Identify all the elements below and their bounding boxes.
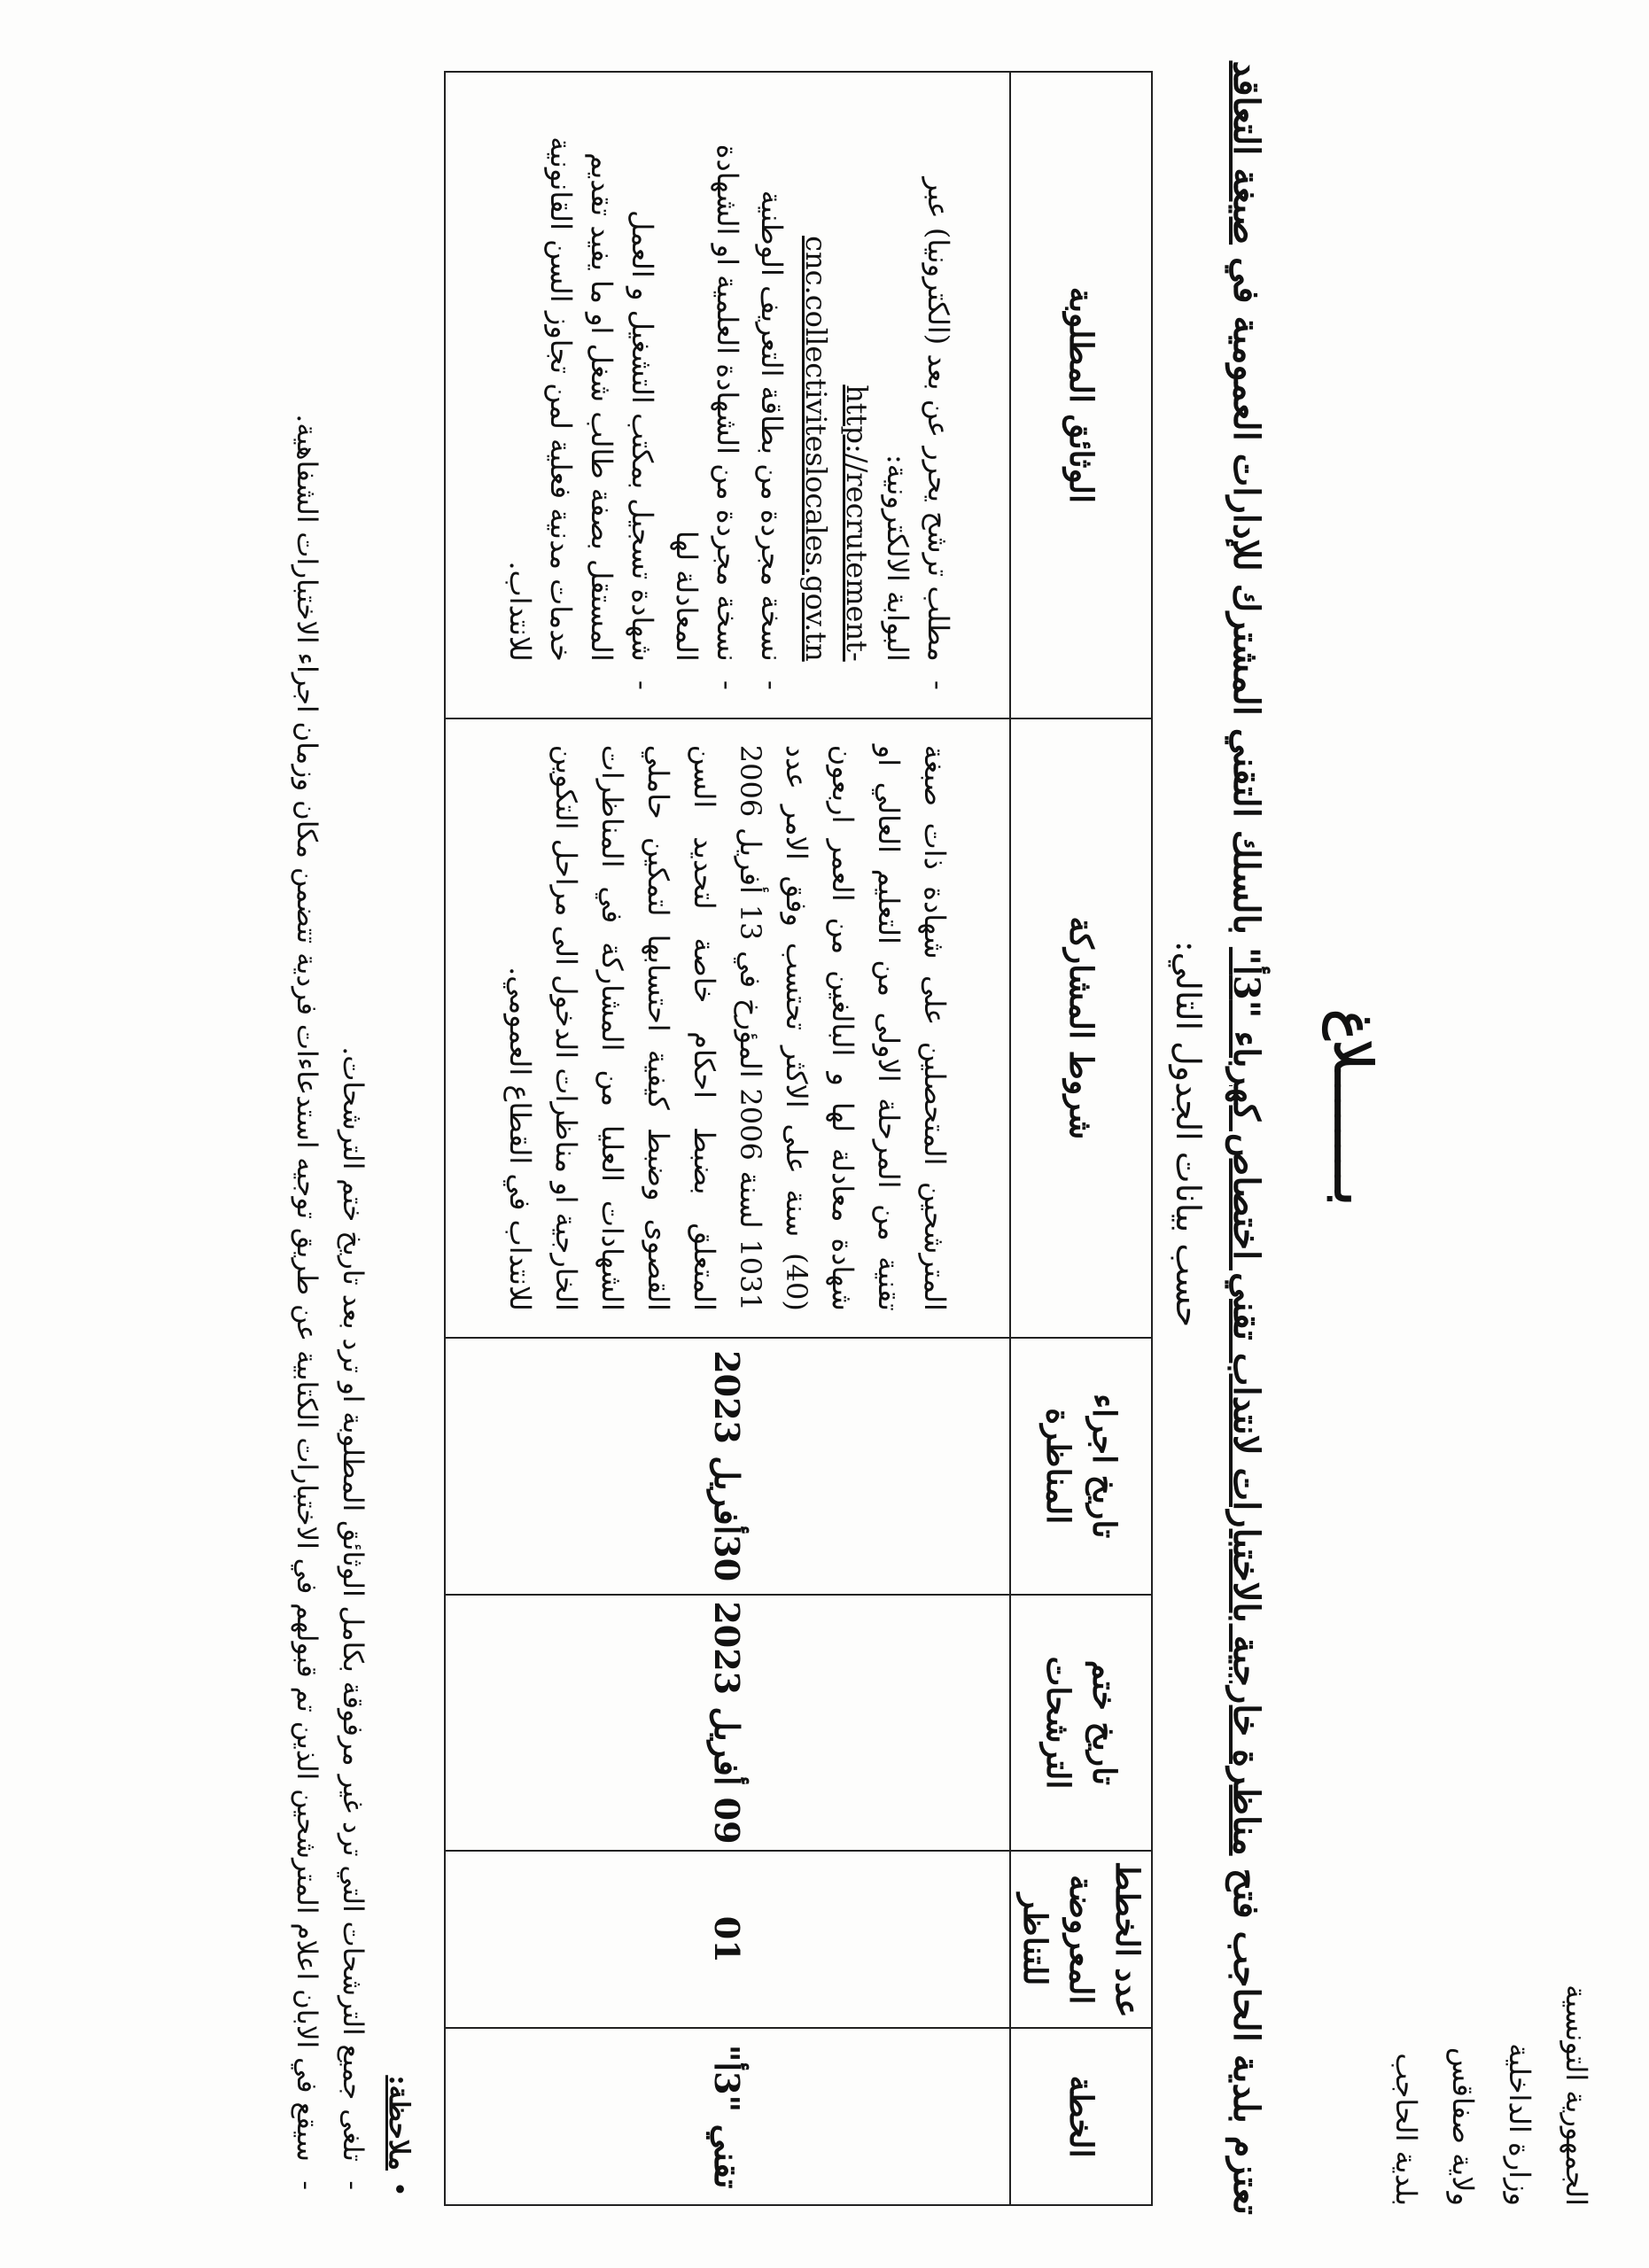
conditions-text: المترشحين المتحصلين على شهادة ذات صبغة تقنية من المرحلة الاولى من التعليم العالي او شهادة معادلة لها و البالغين من العمر اربعون (40) سنة على الاكثر تحتسب وفق الامر عدد 1031 لسنة 2006 المؤرخ في 13 أفريل 2006 المتعلق بضبط احكام خاصة لتحديد السن القصوى وضبط كيفية احتسابها لتمكين حاملي الشهادات العليا من المشاركة في المناظرات الخارجية او مناظرات الدخول الى مراحل التكوين للانتداب في القطاع العمومي.: [503, 744, 952, 1311]
table-row: [445, 72, 1010, 2205]
document-item: - نسخة مجردة من الشهادة العلمية او الشهادة المعادلة لها: [666, 100, 748, 690]
notes-heading: • ملاحظة:: [376, 71, 422, 2197]
documents-list: [484, 74, 971, 717]
intro-lead: تعتزم بلدية الحاجب فتح: [1225, 1868, 1267, 2215]
page-title: بــــــــلاغ: [1323, 1009, 1383, 1206]
governorate-line: ولاية صفاقس: [1446, 2047, 1480, 2206]
document-item: - شهادة تسجيل بمكتب التشغيل و العمل المستقل بصفة طالب شغل او ما يفيد تقديم خدمات مدنية فعلية لمن تجاوز السن القانونية للانتداب.: [500, 100, 663, 690]
letterhead: [1378, 1763, 1605, 2206]
document-item: - نسخة مجردة من بطاقة التعريف الوطنية: [751, 100, 792, 690]
intro-contract: صيغة التعاقد: [1225, 60, 1267, 245]
municipality-line: بلدية الحاجب: [1389, 2053, 1423, 2206]
notes-section: [284, 71, 422, 2197]
cell-exam-date: 30أفريل 2023: [445, 1338, 1010, 1595]
document-item: - مطلب ترشح يحرر عن بعد (الكترونيا) عبر البوابة الالكترونية: http://recrutement-cnc.collectiviteslocales.gov.tn: [796, 100, 959, 690]
intro-competition: مناظرة خارجية بالاختبارات لانتداب تقني اختصاص كهرباء "3أ": [1225, 946, 1267, 1856]
cell-deadline: 09 أفريل 2023: [445, 1595, 1010, 1852]
cell-documents: [445, 72, 1010, 718]
cell-plan: تقني "3أ": [445, 2028, 1010, 2205]
header-conditions: شروط المشاركة: [1010, 718, 1152, 1338]
note-item: - تلغى جميع الترشحات التي ترد غير مرفوقة بكامل الوثائق المطلوبة او ترد بعد تاريخ ختم الترشحات.: [330, 71, 376, 2197]
header-count: عدد الخطط المعروضة للتناظر: [1010, 1851, 1152, 2028]
republic-line: الجمهورية التونسية: [1560, 1984, 1593, 2206]
header-deadline: تاريخ ختم الترشحات: [1010, 1595, 1152, 1852]
cell-conditions: [445, 718, 1010, 1338]
header-exam-date: تاريخ اجراء المناظرة: [1010, 1338, 1152, 1595]
cell-count: 01: [445, 1851, 1010, 2028]
note-item: - سيقع في الابان اعلام المترشحين الذين تم قبولهم في الاختبارات الكتابية عن طريق توجيه استدعاءات فردية تتضمن مكان وزمان اجراء الاختبارات الشفاهية.: [284, 71, 330, 2197]
intro-middle: بالسلك التقني المشترك للإدارات العمومية في: [1225, 257, 1267, 935]
header-plan: الخطة: [1010, 2028, 1152, 2205]
announcement-intro: [1219, 53, 1272, 2215]
table-header-row: [1010, 72, 1152, 2205]
positions-table: [444, 71, 1153, 2206]
recruitment-portal-link[interactable]: http://recrutement-cnc.collectiviteslocales.gov.tn: [799, 236, 874, 662]
intro-tail: حسب بيانات الجدول التالي:: [1169, 940, 1208, 1328]
header-documents: الوثائق المطلوبة: [1010, 72, 1152, 718]
ministry-line: وزارة الداخلية: [1503, 2043, 1536, 2206]
